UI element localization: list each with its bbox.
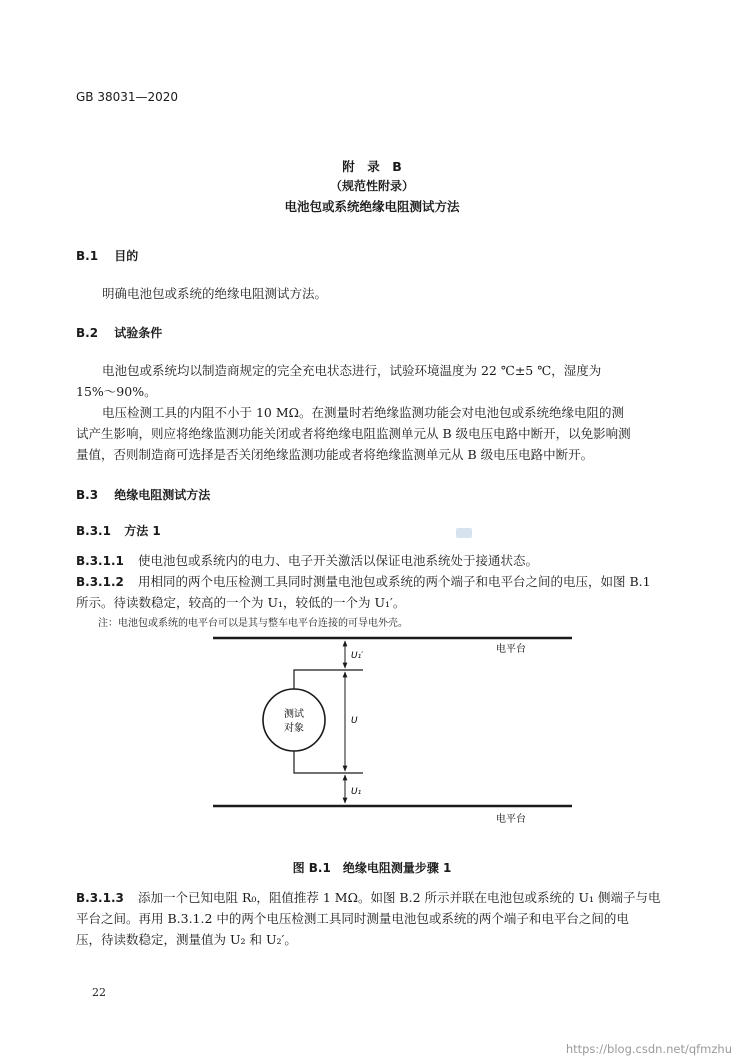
section-title: 绝缘电阻测试方法 xyxy=(114,488,211,502)
section-b2-p2-line1: 电压检测工具的内阻不小于 10 MΩ。在测量时若绝缘监测功能会对电池包或系统绝缘电阻的测 xyxy=(102,405,625,420)
watermark: https://blog.csdn.net/qfmzhu xyxy=(565,1042,732,1056)
appendix-name: 电池包或系统绝缘电阻测试方法 xyxy=(284,199,460,214)
section-text: 添加一个已知电阻 R₀，阻值推荐 1 MΩ。如图 B.2 所示并联在电池包或系统的 U₁ 侧端子与电 xyxy=(138,890,661,905)
u-label: U xyxy=(351,716,358,726)
u1-label: U₁ xyxy=(351,787,362,797)
section-b313-line1 xyxy=(76,887,661,909)
figure-note: 注：电池包或系统的电平台可以是其与整车电平台连接的可导电外壳。 xyxy=(98,618,408,629)
section-b2-p1-line2: 15%～90%。 xyxy=(76,384,157,399)
section-b2-p2-line2: 试产生影响，则应将绝缘监测功能关闭或者将绝缘电阻监测单元从 B 级电压电路中断开，以免影响测 xyxy=(76,426,631,441)
top-platform-label: 电平台 xyxy=(496,644,526,655)
section-b2-p2-line3: 量值，否则制造商可选择是否关闭绝缘监测功能或者将绝缘监测单元从 B 级电压电路中断开。 xyxy=(76,447,594,462)
section-title: 目的 xyxy=(114,249,139,263)
section-b1-text: 明确电池包或系统的绝缘电阻测试方法。 xyxy=(102,286,328,301)
appendix-title: 附 录 B xyxy=(342,159,402,174)
figure-caption: 图 B.1 绝缘电阻测量步骤 1 xyxy=(292,861,452,875)
bottom-platform-label: 电平台 xyxy=(496,814,526,825)
section-number: B.3.1.3 xyxy=(76,891,124,905)
u1-prime-label: U₁′ xyxy=(351,651,364,661)
section-text: 用相同的两个电压检测工具同时测量电池包或系统的两个端子和电平台之间的电压，如图 B.1 xyxy=(138,574,651,589)
section-title: 试验条件 xyxy=(114,326,163,340)
test-object-label-2: 对象 xyxy=(284,723,304,734)
section-title: 方法 1 xyxy=(124,524,161,538)
standard-number: GB 38031—2020 xyxy=(76,90,179,104)
appendix-type: （规范性附录） xyxy=(329,179,414,193)
section-number: B.3.1 xyxy=(76,524,111,538)
section-b312-line2: 所示。待读数稳定，较高的一个为 U₁，较低的一个为 U₁′。 xyxy=(76,595,406,610)
section-number: B.3.1.2 xyxy=(76,575,124,589)
test-object-circle xyxy=(263,689,325,751)
section-b2-p1-line1: 电池包或系统均以制造商规定的完全充电状态进行，试验环境温度为 22 ℃±5 ℃，湿度为 xyxy=(102,363,602,378)
section-b313-line3: 压，待读数稳定，测量值为 U₂ 和 U₂′。 xyxy=(76,932,297,947)
test-object-label-1: 测试 xyxy=(284,709,304,720)
section-number: B.3.1.1 xyxy=(76,554,124,568)
section-b313-line2: 平台之间。再用 B.3.1.2 中的两个电压检测工具同时测量电池包或系统的两个端子和电平台之间的电 xyxy=(76,911,629,926)
section-text: 使电池包或系统内的电力、电子开关激活以保证电池系统处于接通状态。 xyxy=(138,553,539,568)
section-number: B.2 xyxy=(76,326,99,340)
page-number: 22 xyxy=(92,986,106,999)
section-number: B.3 xyxy=(76,488,99,502)
section-number: B.1 xyxy=(76,249,99,263)
